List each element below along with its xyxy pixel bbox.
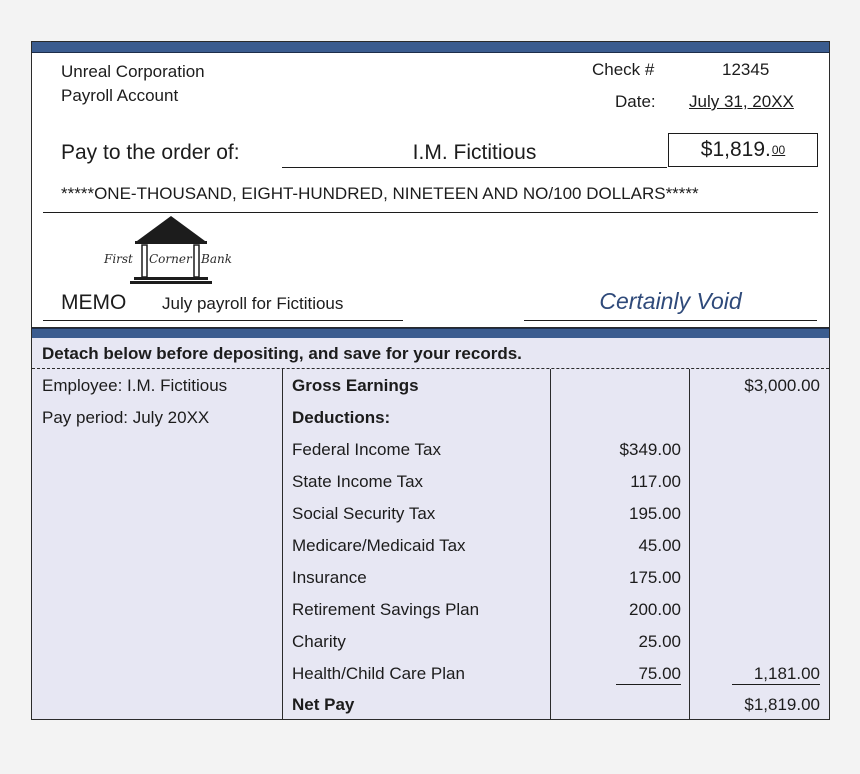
check-number: 12345 — [722, 60, 770, 79]
deduction-amount: 200.00 — [629, 600, 681, 619]
pay-period: Pay period: July 20XX — [42, 408, 210, 427]
deduction-label: Social Security Tax — [292, 504, 436, 523]
bank-logo — [102, 215, 240, 287]
column-divider — [282, 369, 283, 720]
check-number-label: Check # — [592, 60, 655, 79]
deduction-label: Federal Income Tax — [292, 440, 441, 459]
company-block — [61, 60, 205, 108]
gross-earnings-label: Gross Earnings — [292, 376, 419, 395]
deduction-amount: 45.00 — [638, 536, 681, 555]
signature: Certainly Void — [599, 288, 742, 314]
total-deductions: 1,181.00 — [732, 664, 820, 685]
deduction-amount: 117.00 — [630, 472, 681, 491]
deduction-label: Insurance — [292, 568, 367, 587]
deduction-label: Health/Child Care Plan — [292, 664, 465, 683]
pay-to-label: Pay to the order of: — [61, 141, 240, 164]
signature-line — [524, 320, 817, 321]
bank-logo-word-1: First — [104, 252, 133, 266]
company-account: Payroll Account — [61, 86, 179, 105]
employee-name: Employee: I.M. Fictitious — [42, 376, 228, 395]
net-pay-amount: $1,819.00 — [744, 695, 820, 714]
column-divider — [689, 369, 690, 720]
deduction-amount: 75.00 — [616, 664, 681, 685]
check-date: July 31, 20XX — [689, 92, 794, 111]
check-top-bar — [32, 42, 829, 53]
deduction-amount-cell — [552, 664, 681, 685]
paycheck — [31, 41, 830, 328]
deduction-label: Charity — [292, 632, 346, 651]
amount-box — [668, 133, 818, 167]
deduction-amount: 175.00 — [629, 568, 681, 587]
deduction-amount: $349.00 — [619, 440, 681, 459]
memo-label: MEMO — [61, 291, 127, 314]
deduction-label: Retirement Savings Plan — [292, 600, 480, 619]
deduction-amount: 25.00 — [638, 632, 681, 651]
payee-line — [282, 167, 667, 168]
deduction-amount: 195.00 — [629, 504, 681, 523]
memo-text: July payroll for Fictitious — [162, 294, 344, 313]
amount-in-words: *****ONE-THOUSAND, EIGHT-HUNDRED, NINETEEN AND NO/100 DOLLARS***** — [61, 184, 699, 203]
amount-words-line — [43, 212, 818, 213]
date-label: Date: — [615, 92, 656, 111]
gross-earnings-amount: $3,000.00 — [744, 376, 820, 395]
stub-top-bar — [32, 328, 829, 338]
detach-dashed-line — [32, 368, 829, 369]
deduction-label: State Income Tax — [292, 472, 424, 491]
total-deductions-cell — [692, 664, 820, 685]
net-pay-label: Net Pay — [292, 695, 355, 714]
bank-logo-word-2: Corner — [149, 252, 192, 266]
column-divider — [550, 369, 551, 720]
pay-stub — [31, 328, 830, 720]
payee-name: I.M. Fictitious — [412, 141, 537, 164]
deductions-label: Deductions: — [292, 408, 391, 427]
company-name: Unreal Corporation — [61, 62, 205, 81]
memo-line — [43, 320, 403, 321]
deduction-label: Medicare/Medicaid Tax — [292, 536, 466, 555]
detach-notice: Detach below before depositing, and save for your records. — [42, 344, 522, 363]
amount-cents: 00 — [771, 143, 786, 157]
amount-main: $1,819. — [700, 138, 771, 161]
bank-logo-word-3: Bank — [201, 252, 232, 266]
